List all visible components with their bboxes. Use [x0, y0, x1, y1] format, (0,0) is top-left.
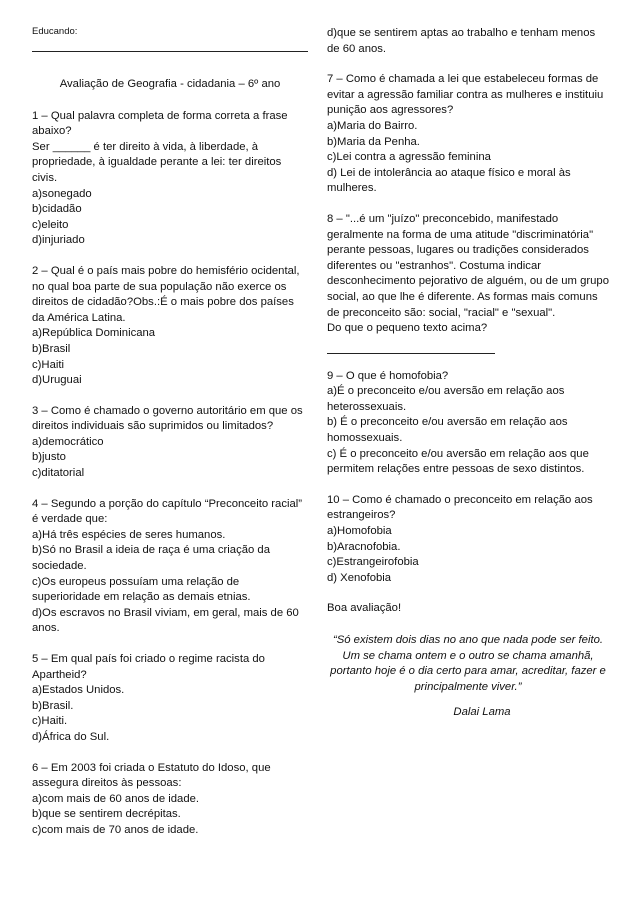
question-5-text: 5 – Em qual país foi criado o regime racista do Apartheid? [32, 653, 265, 681]
question-1-option-d: d)injuriado [32, 234, 85, 247]
question-4 [32, 497, 308, 637]
question-6-option-b: b)que se sentirem decrépitas. [32, 808, 181, 821]
question-6-option-d: d)que se sentirem aptas ao trabalho e tenham menos de 60 anos. [327, 27, 596, 55]
question-5-option-c: c)Haiti. [32, 715, 68, 728]
question-3-option-a: a)democrático [32, 435, 104, 448]
question-4-option-c: c)Os europeus possuíam uma relação de superioridade em relação as demais etnias. [32, 575, 251, 604]
question-1-option-a: a)sonegado [32, 187, 92, 200]
question-2-option-d: d)Uruguai [32, 374, 82, 387]
question-9-text: 9 – O que é homofobia? [327, 369, 449, 382]
question-1-option-c: c)eleito [32, 218, 69, 231]
question-1 [32, 109, 308, 249]
question-6-text: 6 – Em 2003 foi criada o Estatuto do Idoso, que assegura direitos às pessoas: [32, 761, 271, 790]
question-10-option-c: c)Estrangeirofobia [327, 556, 419, 569]
question-5-option-d: d)África do Sul. [32, 730, 110, 743]
question-2 [32, 264, 308, 389]
closing-message: Boa avaliação! [327, 602, 402, 615]
question-10-option-a: a)Homofobia [327, 525, 392, 538]
question-6-option-c: c)com mais de 70 anos de idade. [32, 823, 199, 836]
question-1-body: Ser ______ é ter direito à vida, à liberdade, à propriedade, à igualdade perante a lei: ter direitos civis. [32, 140, 282, 184]
question-9-option-b: b) É o preconceito e/ou aversão em relação aos homossexuais. [327, 416, 568, 445]
question-5 [32, 652, 308, 746]
question-3 [32, 404, 308, 482]
question-7-option-c: c)Lei contra a agressão feminina [327, 151, 491, 164]
question-4-text: 4 – Segundo a porção do capítulo “Preconceito racial” é verdade que: [32, 497, 303, 526]
question-9-option-a: a)É o preconceito e/ou aversão em relação aos heterossexuais. [327, 385, 565, 413]
question-8 [327, 212, 609, 354]
quote-author: Dalai Lama [453, 706, 511, 719]
question-3-option-c: c)ditatorial [32, 467, 85, 480]
question-7-option-a: a)Maria do Bairro. [327, 119, 418, 132]
question-5-option-a: a)Estados Unidos. [32, 684, 125, 697]
question-2-option-c: c)Haiti [32, 358, 65, 371]
question-7-option-d: d) Lei de intolerância ao ataque físico e moral às mulheres. [327, 166, 571, 195]
question-7-option-b: b)Maria da Penha. [327, 135, 420, 148]
question-2-option-a: a)República Dominicana [32, 327, 156, 340]
question-4-option-b: b)Só no Brasil a ideia de raça é uma criação da sociedade. [32, 544, 270, 573]
question-7 [327, 72, 609, 197]
question-5-option-b: b)Brasil. [32, 699, 74, 712]
question-10-option-d: d) Xenofobia [327, 571, 392, 584]
question-3-text: 3 – Como é chamado o governo autoritário em que os direitos individuais são suprimidos ou limitados? [32, 404, 303, 433]
left-column [32, 26, 308, 839]
question-1-text: 1 – Qual palavra completa de forma correta a frase abaixo? [32, 109, 288, 138]
question-6 [32, 761, 308, 839]
question-2-text: 2 – Qual é o país mais pobre do hemisfério ocidental, no qual boa parte de sua população não exerce os direitos de cidadão?Obs.:É o mais pobre dos países da América Latina. [32, 264, 300, 324]
question-8-answer-line [327, 353, 495, 354]
question-2-option-b: b)Brasil [32, 342, 71, 355]
question-10-option-b: b)Aracnofobia. [327, 540, 401, 553]
question-9-option-c: c) É o preconceito e/ou aversão em relação aos que permitem relações entre pessoas de sexo distintos. [327, 447, 589, 476]
question-9 [327, 369, 609, 478]
question-4-option-a: a)Há três espécies de seres humanos. [32, 528, 226, 541]
question-10 [327, 493, 609, 587]
question-8-prompt: Do que o pequeno texto acima? [327, 322, 488, 335]
question-6-option-a: a)com mais de 60 anos de idade. [32, 792, 200, 805]
question-7-text: 7 – Como é chamada a lei que estabeleceu formas de evitar a agressão familiar contra as mulheres e instituiu punição aos agressores? [327, 73, 604, 117]
question-3-option-b: b)justo [32, 451, 66, 464]
question-6-continued [327, 26, 609, 57]
question-10-text: 10 – Como é chamado o preconceito em relação aos estrangeiros? [327, 493, 593, 522]
question-1-option-b: b)cidadão [32, 203, 82, 216]
closing-quote: “Só existem dois dias no ano que nada pode ser feito. Um se chama ontem e o outro se chama amanhã, portanto hoje é o dia certo para amar, acreditar, fazer e principalmente viver.” [330, 634, 606, 693]
question-8-text: 8 – "...é um "juízo" preconcebido, manifestado geralmente na forma de uma atitude "discriminatória" perante pessoas, lugares ou tradições considerados diferentes ou "estranhos". Costuma indicar desconhecimento pejorativo de alguém, ou de um grupo social, ao que lhe é diferente. As formas mais comuns de preconceito são: social, "racial" e "sexual". [327, 212, 609, 319]
question-4-option-d: d)Os escravos no Brasil viviam, em geral, mais de 60 anos. [32, 606, 299, 635]
right-column [327, 26, 609, 721]
student-label: Educando: [32, 26, 78, 37]
exam-title: Avaliação de Geografia - cidadania – 6º ano [59, 78, 281, 90]
student-name-line [32, 51, 308, 52]
